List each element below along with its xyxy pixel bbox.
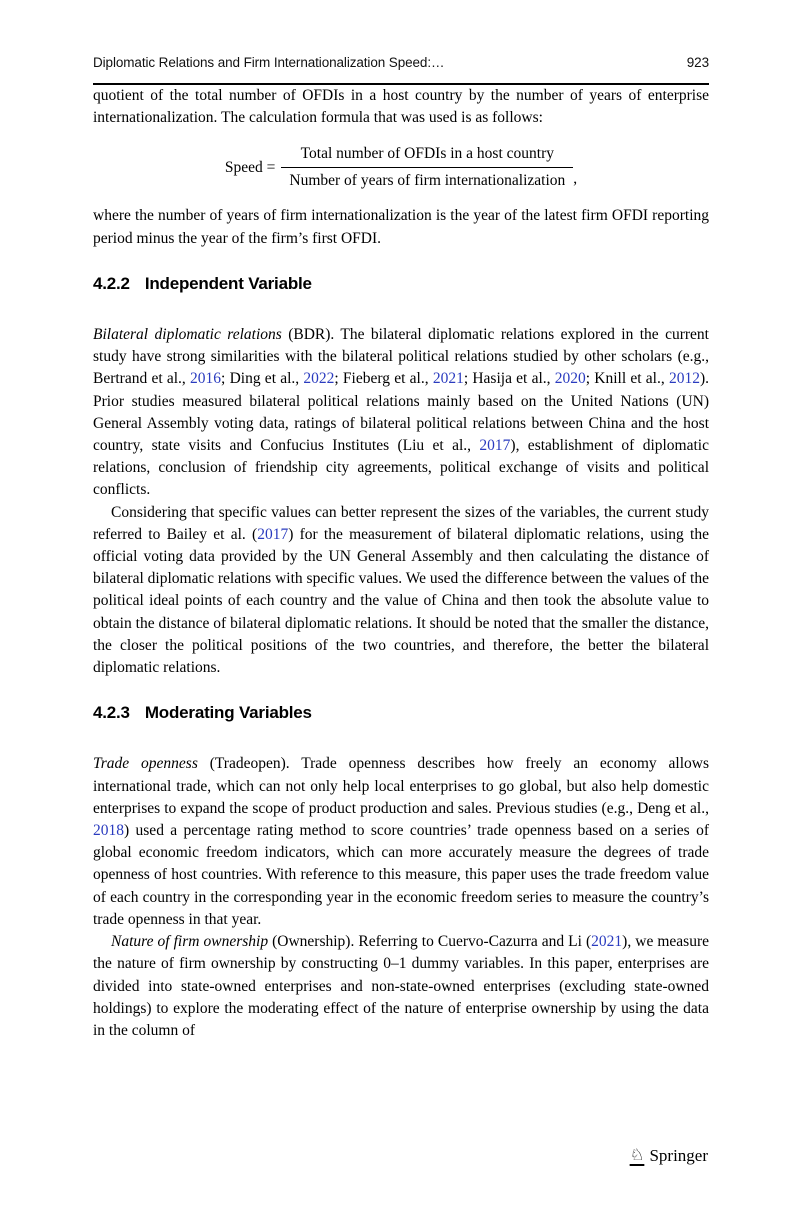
section-number: 4.2.3 <box>93 703 130 723</box>
citation-link[interactable]: 2017 <box>479 437 511 455</box>
text-segment: (BDR). The bilateral diplomatic relations explored in the current study have strong similarities with the bilateral political relations studied by other scholars (e.g., Bertrand et al., <box>93 326 709 388</box>
text-segment: (Ownership). Referring to Cuervo-Cazurra and Li ( <box>268 933 592 951</box>
section-heading-4-2-3 <box>93 702 709 724</box>
text-segment: Bilateral diplomatic relations <box>93 326 282 344</box>
paragraph-where: where the number of years of firm internationalization is the year of the latest firm OFDI reporting period minus the year of the firm’s first OFDI. <box>93 207 709 247</box>
section-heading-4-2-2 <box>93 273 709 295</box>
paragraph-considering <box>93 502 709 680</box>
text-segment: Considering that specific values can better represent the sizes of the variables, the current study referred to Bailey et al. ( <box>93 503 709 543</box>
text-segment: ), we measure the nature of firm ownership by constructing 0–1 dummy variables. In this paper, enterprises are divided into state-owned enterprises and non-state-owned enterprises (excluding state-owned holdings) to explore the moderating effect of the nature of enterprise ownership by using the data in the column of <box>93 933 709 1039</box>
citation-link[interactable]: 2022 <box>303 370 335 388</box>
citation-link[interactable]: 2017 <box>257 525 289 543</box>
section-title: Independent Variable <box>144 273 312 293</box>
publisher-name: Springer <box>649 1146 708 1165</box>
page-number: 923 <box>686 55 709 70</box>
text-segment: ). Prior studies measured bilateral political relations mainly based on the United Nations (UN) General Assembly voting data, ratings of bilateral political relations between China and the host country, state visits and Confucius Institutes (Liu et al., <box>93 370 709 455</box>
citation-link[interactable]: 2020 <box>554 370 586 388</box>
text-segment: Nature of firm ownership <box>111 933 269 951</box>
citation-link[interactable]: 2018 <box>93 822 124 840</box>
paragraph-bdr <box>93 324 709 502</box>
section-number: 4.2.2 <box>93 273 130 293</box>
paragraph-intro: quotient of the total number of OFDIs in a host country by the number of years of enterprise internationalization. The calculation formula that was used is as follows: <box>93 87 709 127</box>
text-segment: ; Fieberg et al., <box>334 370 433 388</box>
paragraph-tradeopen <box>93 753 709 931</box>
text-segment: ; Ding et al., <box>221 370 304 388</box>
formula-numerator: Total number of OFDIs in a host country <box>300 145 554 163</box>
springer-logo <box>630 1146 708 1166</box>
section-title: Moderating Variables <box>144 703 312 723</box>
running-head <box>93 55 709 85</box>
running-title: Diplomatic Relations and Firm Internationalization Speed:… <box>93 55 445 70</box>
text-segment: ) used a percentage rating method to score countries’ trade openness based on a series of global economic freedom indicators, which can more accurately measure the degrees of trade openness of host countries. With reference to this measure, this paper uses the trade freedom value of each country in the corresponding year in the economic freedom series to measure the country’s trade openness in that year. <box>93 822 709 928</box>
citation-link[interactable]: 2012 <box>668 370 700 388</box>
text-segment: (Tradeopen). Trade openness describes how freely an economy allows international trade, which can not only help local enterprises to go global, but also help domestic enterprises to expand the scope of product production and sales. Previous studies (e.g., Deng et al., <box>93 755 709 817</box>
paragraph-ownership <box>93 931 709 1042</box>
text-segment: ) for the measurement of bilateral diplomatic relations, using the official voting data provided by the UN General Assembly and then calculating the distance of bilateral diplomatic relations with specific values. We used the difference between the values of the political ideal points of each country and the value of China and then took the absolute value to obtain the distance of bilateral diplomatic relations. It should be noted that the smaller the distance, the closer the political positions of the two countries, and therefore, the better the bilateral diplomatic relations. <box>93 525 709 677</box>
text-segment: ; Knill et al., <box>585 370 669 388</box>
formula-trailing-comma: , <box>573 170 578 188</box>
text-segment: ), establishment of diplomatic relations, conclusion of friendship city agreements, political exchange of visits and political conflicts. <box>93 437 709 499</box>
formula-lhs: Speed = <box>224 158 276 176</box>
citation-link[interactable]: 2021 <box>432 370 464 388</box>
springer-knight-icon: ♘ <box>629 1144 645 1164</box>
body-copy <box>93 85 709 1042</box>
citation-link[interactable]: 2016 <box>190 370 222 388</box>
equals-sign: = <box>266 158 276 176</box>
formula-denominator: Number of years of firm internationalization <box>281 167 573 191</box>
text-segment: Trade openness <box>93 755 198 773</box>
citation-link[interactable]: 2021 <box>591 933 623 951</box>
text-segment: ; Hasija et al., <box>463 370 555 388</box>
formula-fraction <box>281 144 573 191</box>
formula-speed <box>93 144 709 191</box>
